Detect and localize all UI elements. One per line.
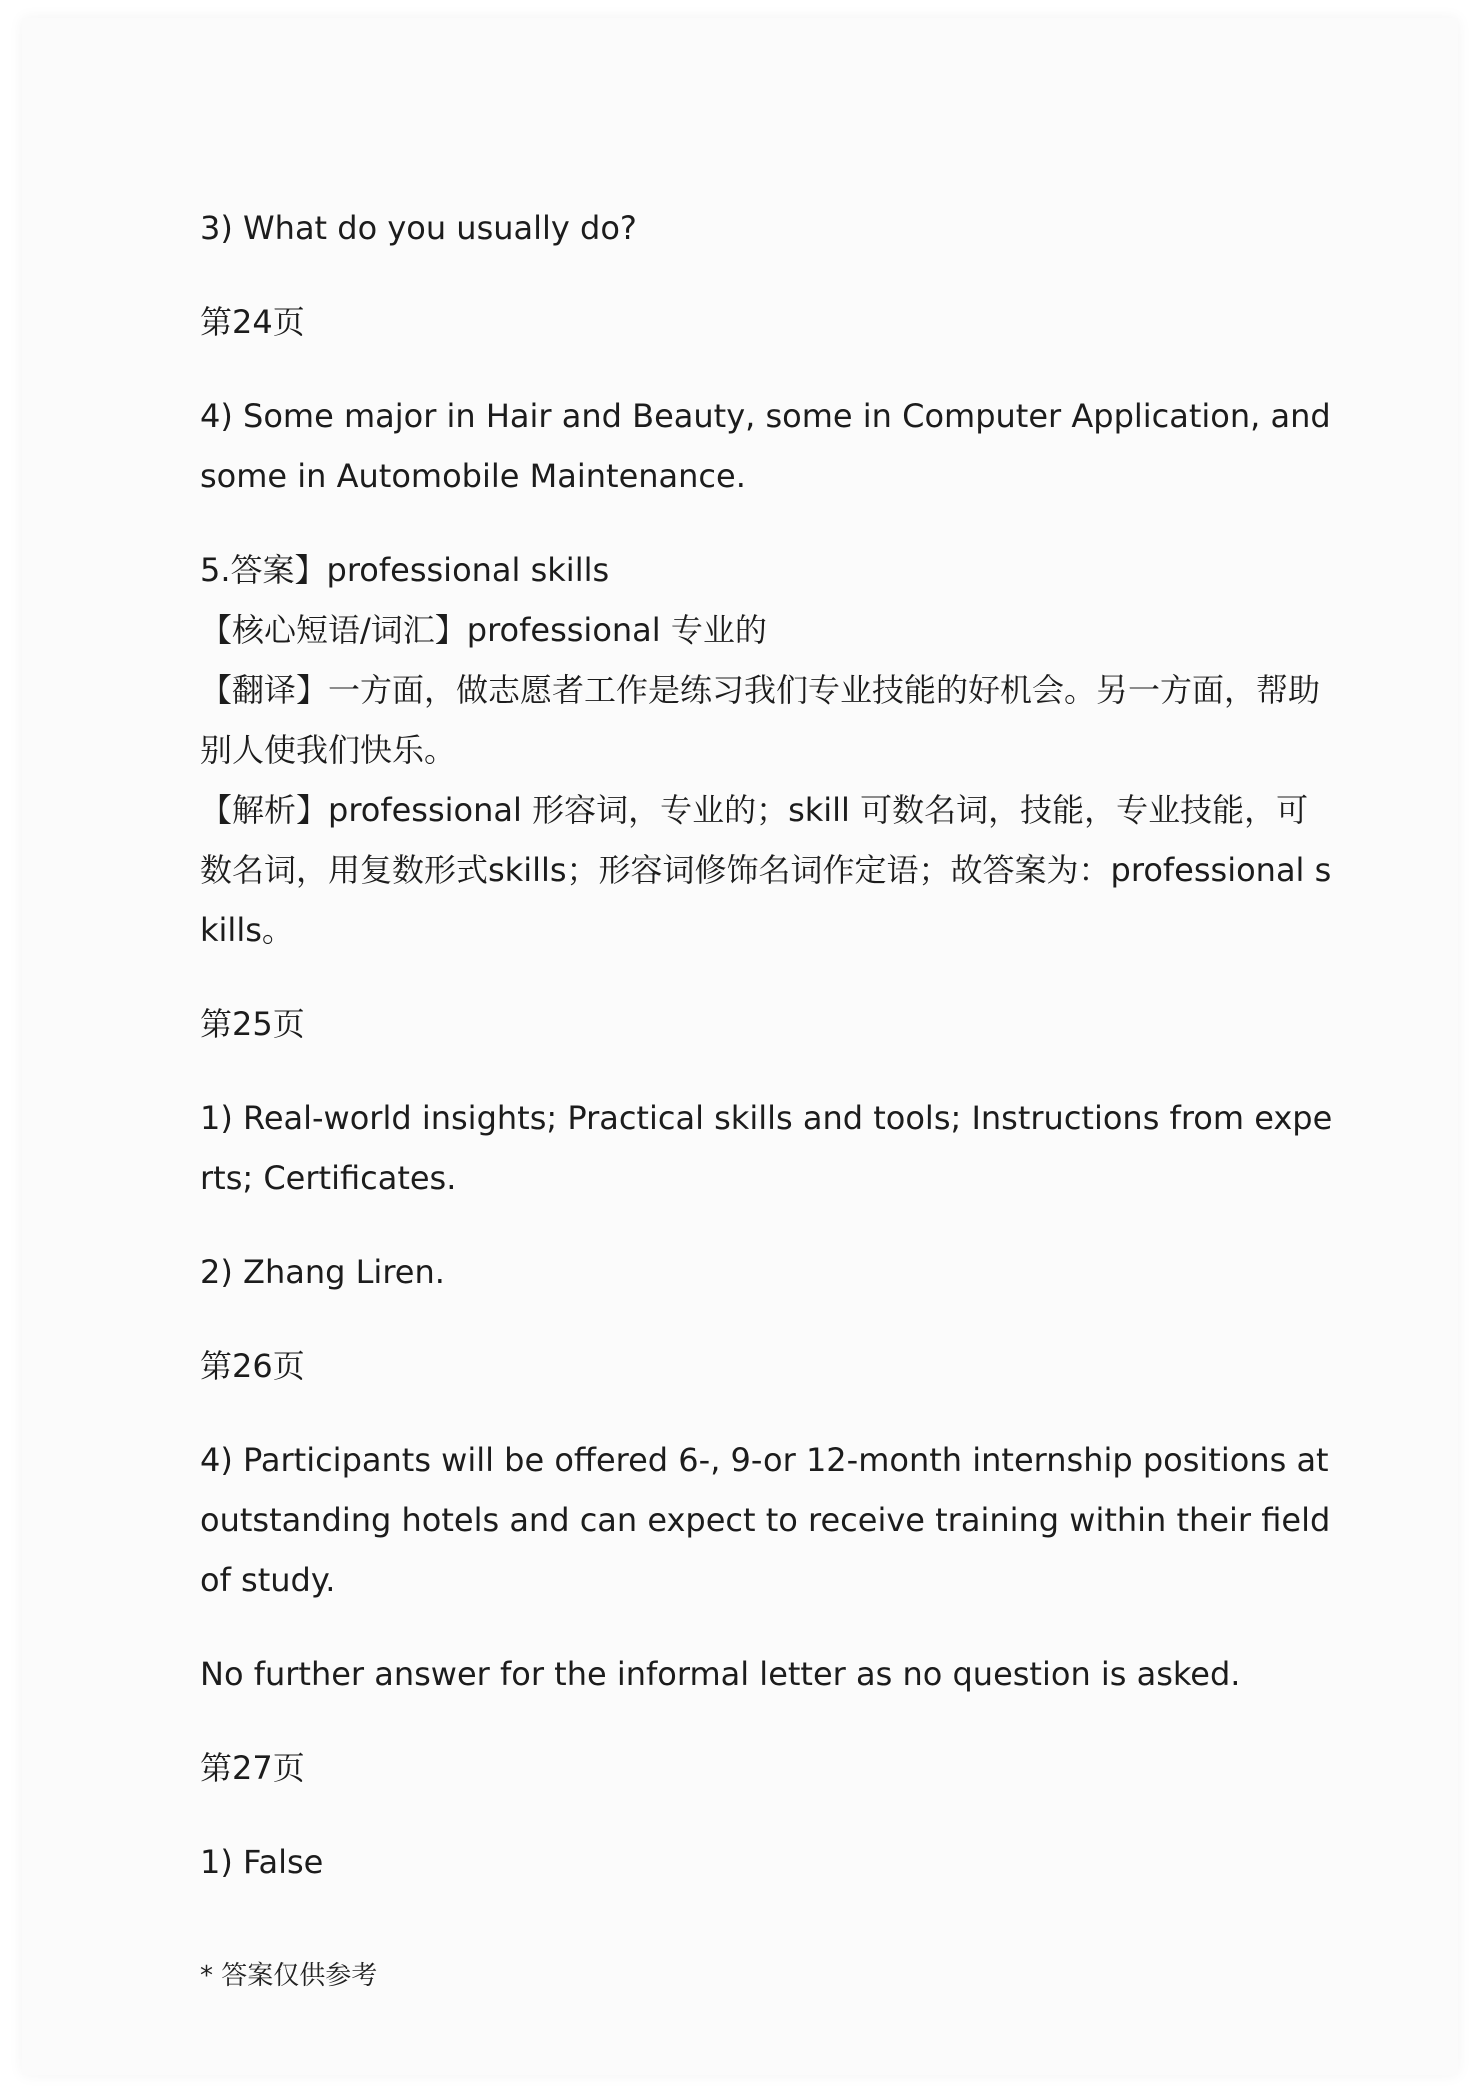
page-number-heading: 第27页 [200, 1749, 305, 1787]
document-body [200, 198, 1340, 1926]
answer-paragraph: 5.答案】professional skills [200, 551, 610, 589]
document-page [22, 18, 1458, 2075]
answer-paragraph: 3) What do you usually do? [200, 209, 637, 247]
analysis-note: 【解析】professional 形容词，专业的；skill 可数名词，技能，专业技能，可数名词，用复数形式skills；形容词修饰名词作定语；故答案为：professional skills。 [200, 791, 1332, 949]
answer-paragraph: No further answer for the informal letter as no question is asked. [200, 1655, 1241, 1693]
page-number-heading: 第26页 [200, 1347, 305, 1385]
answer-paragraph: 2) Zhang Liren. [200, 1253, 445, 1291]
answer-paragraph: 1) Real-world insights; Practical skills and tools; Instructions from experts; Certificates. [200, 1099, 1333, 1197]
translation-note: 【翻译】一方面，做志愿者工作是练习我们专业技能的好机会。另一方面，帮助别人使我们快乐。 [200, 671, 1321, 769]
page-number-heading: 第24页 [200, 303, 305, 341]
answer-paragraph: 1) False [200, 1843, 324, 1881]
reference-footnote: * 答案仅供参考 [200, 1961, 378, 1991]
vocabulary-note: 【核心短语/词汇】professional 专业的 [200, 611, 767, 649]
answer-paragraph: 4) Participants will be offered 6-, 9-or 12-month internship positions at outstanding hotels and can expect to receive training within their field of study. [200, 1441, 1331, 1599]
answer-paragraph: 4) Some major in Hair and Beauty, some in Computer Application, and some in Automobile Maintenance. [200, 397, 1331, 495]
page-number-heading: 第25页 [200, 1005, 305, 1043]
